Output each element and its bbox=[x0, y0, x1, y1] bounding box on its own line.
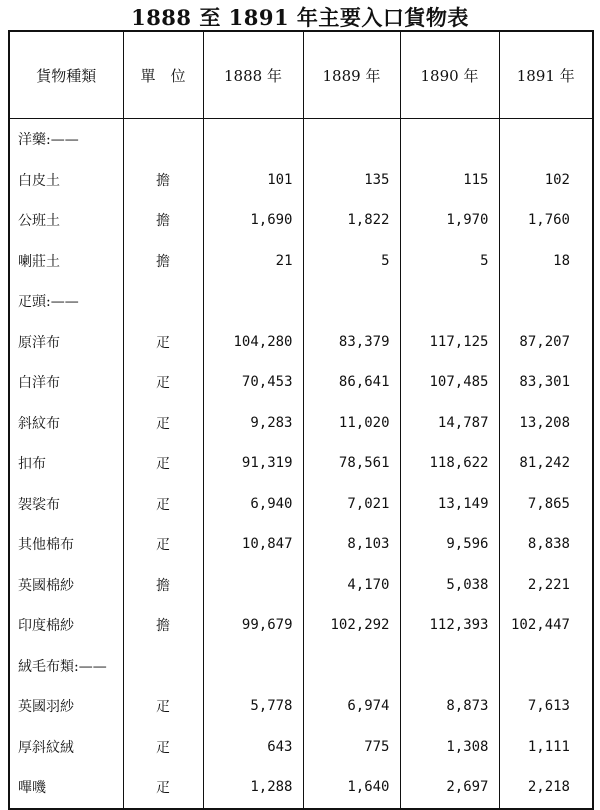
value-cell-1888: 643 bbox=[203, 727, 303, 768]
value-cell-1890: 117,125 bbox=[400, 322, 499, 363]
value-cell-1891: 18 bbox=[499, 241, 593, 282]
value-cell-1888: 101 bbox=[203, 160, 303, 201]
category-row bbox=[9, 646, 593, 687]
value-cell-1891 bbox=[499, 281, 593, 322]
value-cell-1890: 5,038 bbox=[400, 565, 499, 606]
unit-cell: 疋 bbox=[123, 524, 203, 565]
table-row bbox=[9, 565, 593, 606]
table-row bbox=[9, 686, 593, 727]
value-cell-1888: 99,679 bbox=[203, 605, 303, 646]
value-cell-1889: 1,640 bbox=[303, 767, 400, 809]
unit-cell: 擔 bbox=[123, 565, 203, 606]
goods-name-cell: 白皮土 bbox=[9, 160, 123, 201]
table-row bbox=[9, 200, 593, 241]
value-cell-1891: 7,865 bbox=[499, 484, 593, 525]
value-cell-1889 bbox=[303, 119, 400, 160]
value-cell-1889: 5 bbox=[303, 241, 400, 282]
table-row bbox=[9, 362, 593, 403]
unit-cell: 擔 bbox=[123, 605, 203, 646]
value-cell-1889: 1,822 bbox=[303, 200, 400, 241]
table-row bbox=[9, 322, 593, 363]
unit-cell: 疋 bbox=[123, 727, 203, 768]
goods-name-cell: 原洋布 bbox=[9, 322, 123, 363]
goods-name-cell: 斜紋布 bbox=[9, 403, 123, 444]
value-cell-1888 bbox=[203, 565, 303, 606]
goods-name-cell: 英國棉紗 bbox=[9, 565, 123, 606]
goods-name-cell: 英國羽紗 bbox=[9, 686, 123, 727]
value-cell-1889: 775 bbox=[303, 727, 400, 768]
value-cell-1890: 13,149 bbox=[400, 484, 499, 525]
value-cell-1888: 1,288 bbox=[203, 767, 303, 809]
value-cell-1890: 118,622 bbox=[400, 443, 499, 484]
value-cell-1889: 7,021 bbox=[303, 484, 400, 525]
value-cell-1890: 5 bbox=[400, 241, 499, 282]
table-row bbox=[9, 443, 593, 484]
value-cell-1891: 8,838 bbox=[499, 524, 593, 565]
unit-cell: 疋 bbox=[123, 686, 203, 727]
table-row bbox=[9, 767, 593, 809]
category-row bbox=[9, 281, 593, 322]
value-cell-1888: 6,940 bbox=[203, 484, 303, 525]
value-cell-1891: 81,242 bbox=[499, 443, 593, 484]
goods-name-cell: 嗶嘰 bbox=[9, 767, 123, 809]
goods-name-cell: 袈裟布 bbox=[9, 484, 123, 525]
header-year-1889: 1889 年 bbox=[303, 31, 400, 119]
value-cell-1890 bbox=[400, 646, 499, 687]
table-row bbox=[9, 160, 593, 201]
value-cell-1891: 87,207 bbox=[499, 322, 593, 363]
value-cell-1889: 78,561 bbox=[303, 443, 400, 484]
table-row bbox=[9, 727, 593, 768]
value-cell-1888 bbox=[203, 119, 303, 160]
value-cell-1890: 9,596 bbox=[400, 524, 499, 565]
value-cell-1889 bbox=[303, 646, 400, 687]
header-row bbox=[9, 31, 593, 119]
unit-cell: 疋 bbox=[123, 403, 203, 444]
unit-cell: 擔 bbox=[123, 160, 203, 201]
table-row bbox=[9, 241, 593, 282]
table-row bbox=[9, 605, 593, 646]
value-cell-1891 bbox=[499, 119, 593, 160]
goods-name-cell: 白洋布 bbox=[9, 362, 123, 403]
table-row bbox=[9, 524, 593, 565]
value-cell-1889: 135 bbox=[303, 160, 400, 201]
header-goods-type: 貨物種類 bbox=[9, 31, 123, 119]
value-cell-1891: 83,301 bbox=[499, 362, 593, 403]
value-cell-1888: 104,280 bbox=[203, 322, 303, 363]
value-cell-1888 bbox=[203, 281, 303, 322]
unit-cell: 疋 bbox=[123, 484, 203, 525]
import-goods-table bbox=[8, 30, 594, 810]
value-cell-1889: 4,170 bbox=[303, 565, 400, 606]
value-cell-1889: 86,641 bbox=[303, 362, 400, 403]
goods-name-cell: 厚斜紋絨 bbox=[9, 727, 123, 768]
value-cell-1889: 6,974 bbox=[303, 686, 400, 727]
value-cell-1888: 5,778 bbox=[203, 686, 303, 727]
unit-cell: 擔 bbox=[123, 241, 203, 282]
value-cell-1891: 2,218 bbox=[499, 767, 593, 809]
header-year-1890: 1890 年 bbox=[400, 31, 499, 119]
goods-name-cell: 扣布 bbox=[9, 443, 123, 484]
value-cell-1888: 70,453 bbox=[203, 362, 303, 403]
goods-name-cell: 絨毛布類:—— bbox=[9, 646, 123, 687]
table-row bbox=[9, 403, 593, 444]
value-cell-1888: 21 bbox=[203, 241, 303, 282]
value-cell-1889: 102,292 bbox=[303, 605, 400, 646]
value-cell-1891: 2,221 bbox=[499, 565, 593, 606]
value-cell-1890: 8,873 bbox=[400, 686, 499, 727]
value-cell-1891 bbox=[499, 646, 593, 687]
header-unit: 單 位 bbox=[123, 31, 203, 119]
value-cell-1890 bbox=[400, 119, 499, 160]
value-cell-1891: 102,447 bbox=[499, 605, 593, 646]
unit-cell: 疋 bbox=[123, 322, 203, 363]
value-cell-1890: 14,787 bbox=[400, 403, 499, 444]
unit-cell bbox=[123, 281, 203, 322]
unit-cell: 擔 bbox=[123, 200, 203, 241]
unit-cell: 疋 bbox=[123, 362, 203, 403]
goods-name-cell: 印度棉紗 bbox=[9, 605, 123, 646]
value-cell-1890: 112,393 bbox=[400, 605, 499, 646]
category-row bbox=[9, 119, 593, 160]
value-cell-1888: 10,847 bbox=[203, 524, 303, 565]
unit-cell: 疋 bbox=[123, 767, 203, 809]
value-cell-1891: 13,208 bbox=[499, 403, 593, 444]
value-cell-1889 bbox=[303, 281, 400, 322]
value-cell-1890 bbox=[400, 281, 499, 322]
value-cell-1889: 8,103 bbox=[303, 524, 400, 565]
value-cell-1890: 1,308 bbox=[400, 727, 499, 768]
unit-cell: 疋 bbox=[123, 443, 203, 484]
value-cell-1889: 83,379 bbox=[303, 322, 400, 363]
value-cell-1891: 7,613 bbox=[499, 686, 593, 727]
header-year-1891: 1891 年 bbox=[499, 31, 593, 119]
value-cell-1891: 1,111 bbox=[499, 727, 593, 768]
value-cell-1890: 2,697 bbox=[400, 767, 499, 809]
value-cell-1890: 115 bbox=[400, 160, 499, 201]
goods-name-cell: 喇莊土 bbox=[9, 241, 123, 282]
unit-cell bbox=[123, 119, 203, 160]
goods-name-cell: 公班土 bbox=[9, 200, 123, 241]
value-cell-1891: 102 bbox=[499, 160, 593, 201]
goods-name-cell: 疋頭:—— bbox=[9, 281, 123, 322]
value-cell-1888: 1,690 bbox=[203, 200, 303, 241]
value-cell-1890: 1,970 bbox=[400, 200, 499, 241]
goods-name-cell: 其他棉布 bbox=[9, 524, 123, 565]
value-cell-1888: 9,283 bbox=[203, 403, 303, 444]
unit-cell bbox=[123, 646, 203, 687]
table-title: 1888 至 1891 年主要入口貨物表 bbox=[131, 5, 469, 30]
value-cell-1891: 1,760 bbox=[499, 200, 593, 241]
value-cell-1888: 91,319 bbox=[203, 443, 303, 484]
value-cell-1889: 11,020 bbox=[303, 403, 400, 444]
value-cell-1888 bbox=[203, 646, 303, 687]
goods-name-cell: 洋藥:—— bbox=[9, 119, 123, 160]
header-year-1888: 1888 年 bbox=[203, 31, 303, 119]
table-body bbox=[9, 119, 593, 809]
table-row bbox=[9, 484, 593, 525]
value-cell-1890: 107,485 bbox=[400, 362, 499, 403]
